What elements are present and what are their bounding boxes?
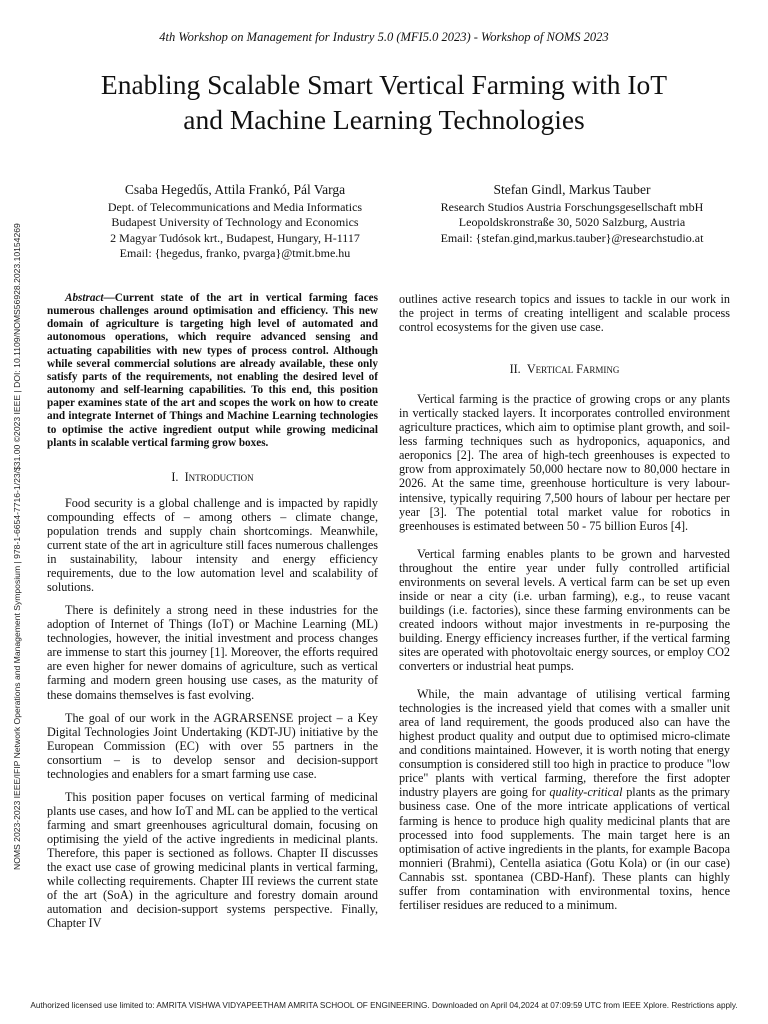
abstract — [47, 292, 378, 450]
abstract-text: —Current state of the art in vertical farming faces numerous challenges around optimisation and efficiency. This new domain of agriculture is targeting high level of automated and autonomous operations, which require advanced sensing and actuating capabilities with new types of process control. Although while several commercial solutions are already available, these only satisfy parts of the requirements, not enabling the desired level of autonomy and self-learning capabilities. To this end, this position paper examines state of the art and scopes the work on how to create and integrate Internet of Things and Machine Learning technologies to optimise the active ingredient output while growing medicinal plants in scalable vertical farming grow boxes. — [47, 292, 378, 449]
paragraph: Vertical farming enables plants to be grown and harvested throughout the entire year under fully controlled artificial environments on several levels. A vertical farm can be set up even inside or near a city (i.e. urban farming), e.g., to reuse vacant buildings (i.e. factories), since these farming environments can be created indoors without major investments in re-purposing the building. Energy efficiency increases further, if the vertical farming sites are operated with photovoltaic energy sources, or employ CO2 converters or industrial heat pumps. — [399, 546, 730, 674]
affiliation-address: Leopoldskronstraße 30, 5020 Salzburg, Austria — [458, 215, 686, 229]
section-title: Introduction — [184, 469, 254, 484]
text-run: While, the main advantage of utilising vertical farming technologies is the increased yield that comes with a smaller unit area of land requirement, the goods produced also can have the highest product quality and output due to optimised micro-climate and conditions maintained. However, it is worth noting that energy consumption is considered still too high in practice to produce "low price" plants with vertical farming, therefore the first adopter industry players are going for — [399, 687, 730, 800]
author-names-right: Stefan Gindl, Markus Tauber — [493, 182, 651, 197]
section-heading-vertical-farming — [399, 362, 730, 376]
paragraph: This position paper focuses on vertical farming of medicinal plants use cases, and how IoT and ML can be applied to the vertical farming and smart greenhouses agricultural domain, focusing on optimising the yield of the active ingredients in medicinal plants. Therefore, this paper is sectioned as follows. Chapter II discusses the exact use case of growing medicinal plants in vertical farming, while collecting requirements. Chapter III reviews the current state of the art (SoA) in the agriculture and forestry domain around automation and decision-support systems perspective. Finally, Chapter IV — [47, 789, 378, 931]
affiliation-email: Email: {stefan.gind,markus.tauber}@researchstudio.at — [440, 230, 704, 245]
title-line-1: Enabling Scalable Smart Vertical Farming with IoT — [100, 69, 668, 100]
left-column — [47, 292, 378, 939]
affiliation-address: 2 Magyar Tudósok krt., Budapest, Hungary, H-1117 — [110, 230, 360, 245]
affiliation-org: Research Studios Austria Forschungsgesellschaft mbH — [440, 199, 704, 214]
affiliation-dept: Dept. of Telecommunications and Media Informatics — [107, 199, 363, 214]
license-footer: Authorized licensed use limited to: AMRITA VISHWA VIDYAPEETHAM AMRITA SCHOOL OF ENGINEERING. Downloaded on April 04,2024 at 07:09:59 UTC from IEEE Xplore. Restrictions apply. — [30, 1001, 738, 1010]
doi-sidebar: NOMS 2023-2023 IEEE/IFIP Network Operations and Management Symposium | 978-1-6654-7716-1/23/$31.00 ©2023 IEEE | DOI: 10.1109/NOMS56928.2023.10154269 — [12, 223, 22, 870]
section-heading-introduction — [47, 470, 378, 484]
author-block-left — [70, 182, 400, 262]
paragraph: There is definitely a strong need in these industries for the adoption of Internet of Things (IoT) or Machine Learning (ML) technologies, however, the initial investment and process changes are immense to start this journey [1]. Moreover, the efforts required are even higher for newer domains of agriculture, such as vertical farming and modern green housing use cases, as the maturity of these domains themselves is fast evolving. — [47, 603, 378, 702]
text-run: plants as the primary business case. One of the more intricate applications of vertical farming is hence to produce high quality medicinal plants that are processed into food supplements. The main target here is an optimisation of active ingredients in the plants, for example Bacopa monnieri (Brahmi), Centella asiatica (Gotu Kola) or (in our case) Cannabis sst. spontanea (CBD-Hanf). These plants can highly suffer from contamination with environmental toxins, hence fertiliser residues are reduced to a minimum. — [399, 785, 731, 912]
right-column — [399, 292, 730, 921]
section-number: I. — [171, 469, 179, 484]
paragraph — [399, 687, 730, 912]
emphasis: quality-critical — [549, 785, 623, 800]
section-number: II. — [509, 362, 521, 377]
section-title: Vertical Farming — [526, 362, 620, 377]
affiliation-university: Budapest University of Technology and Economics — [111, 215, 359, 229]
title-line-2: and Machine Learning Technologies — [183, 104, 585, 135]
author-block-right — [400, 182, 744, 246]
venue-header: 4th Workshop on Management for Industry 5.0 (MFI5.0 2023) - Workshop of NOMS 2023 — [159, 30, 609, 44]
affiliation-email: Email: {hegedus, franko, pvarga}@tmit.bme.hu — [119, 246, 351, 260]
paragraph: Vertical farming is the practice of growing crops or any plants in vertically stacked layers. It incorporates controlled environment agriculture practices, which aim to optimise plant growth, and soil-less farming techniques such as hydroponics, aquaponics, and aeroponics [2]. The area of high-tech greenhouses is expected to grow from approximately 50,000 hectare now to 80,000 hectare in 2026. At the same time, greenhouse horticulture is very labour-intensive, typically requiring 7,500 hours of labour per hectare per year [3]. The potential total market value for robotics in greenhouses is estimated between 50 - 75 billion Euros [4]. — [399, 392, 730, 533]
abstract-label: Abstract — [65, 292, 104, 304]
author-names-left: Csaba Hegedűs, Attila Frankó, Pál Varga — [124, 182, 346, 197]
paper-title — [40, 67, 728, 137]
paragraph: Food security is a global challenge and is impacted by rapidly compounding effects of – among others – climate change, population trends and supply chain shortcomings. Meanwhile, current state of the art in agriculture still faces numerous challenges in sustainability, labour intensity and energy efficiency requirements, due to the low automation level and scalability of solutions. — [47, 495, 378, 595]
paragraph: The goal of our work in the AGRARSENSE project – a Key Digital Technologies Joint Undertaking (KDT-JU) initiative by the European Commission (EC) with over 55 partners in the consortium – is to develop sensor and decision-support technologies and enablers for a smart farming use case. — [47, 710, 378, 781]
paragraph: outlines active research topics and issues to tackle in our work in the project in terms of creating intelligent and scalable process control ecosystems for the given use case. — [399, 292, 730, 335]
